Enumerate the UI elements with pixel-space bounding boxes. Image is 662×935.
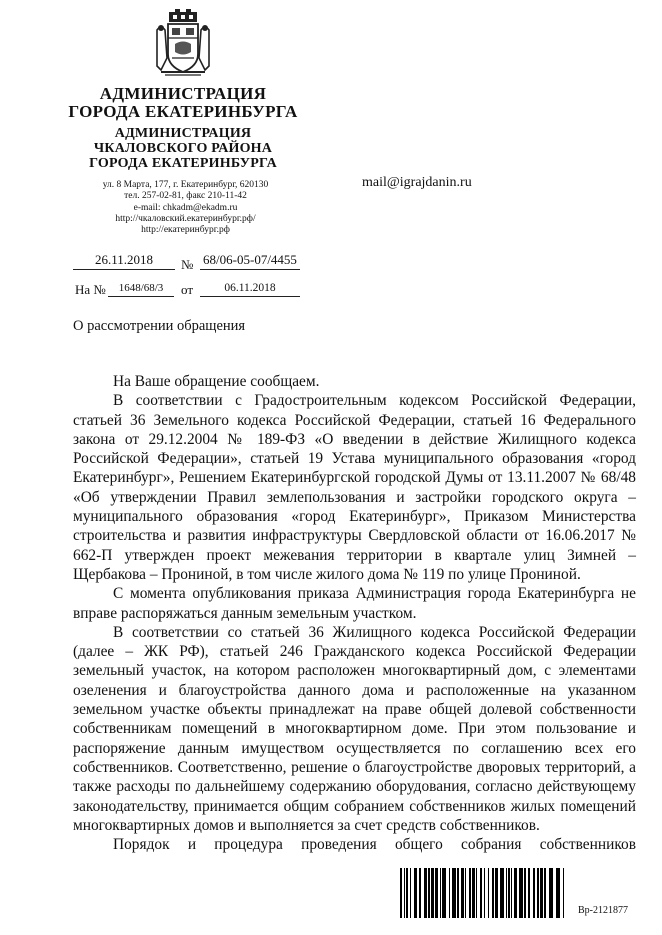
number-sign: № <box>181 257 194 272</box>
incoming-date: 06.11.2018 <box>200 282 300 297</box>
body-paragraph: Порядок и процедура проведения общего собрания собственников <box>113 836 636 854</box>
body-paragraph: На Ваше обращение сообщаем. <box>113 373 320 390</box>
district-name-line2: ЧКАЛОВСКОГО РАЙОНА <box>93 141 273 156</box>
body-paragraph: В соответствии со статьей 36 Жилищного кодекса Российской Федерации (далее – ЖК РФ), статьей 246 Гражданского кодекса Российской Федерации земельный участок, на котором расположен многоквартирный дом, с элементами озеленения и благоустройства данного дома и расположенные на указанном земельном участке объекты принадлежат на праве общей долевой собственности собственникам помещений в многоквартирном доме. При этом пользование и распоряжение данным имуществом осуществляется по соглашению всех его собственников. Соответственно, решение о благоустройстве дворовых территорий, а также расходы по дальнейшему содержанию оборудования, согласно действующему законодательству, принимается общим собранием собственников жилых помещений многоквартирных домов и выполняется за счет средств собственников. <box>73 623 636 834</box>
contact-block <box>78 180 293 236</box>
website-city: http://екатеринбург.рф <box>141 225 230 236</box>
incoming-prefix: На № <box>75 282 106 297</box>
city-coat-of-arms-icon <box>155 8 211 78</box>
district-name-line3: ГОРОДА ЕКАТЕРИНБУРГА <box>89 156 277 171</box>
body-paragraph: С момента опубликования приказа Администрация города Екатеринбурга не вправе распоряжаться данным земельным участком. <box>73 585 636 622</box>
barcode-icon <box>398 868 566 918</box>
recipient-email: mail@igrajdanin.ru <box>362 175 472 190</box>
organization-name-line1: АДМИНИСТРАЦИЯ <box>99 84 267 103</box>
address: ул. 8 Марта, 177, г. Екатеринбург, 620130 <box>102 180 269 190</box>
barcode-number: Вр-2121877 <box>578 905 628 916</box>
website-district: http://чкаловский.екатеринбург.рф/ <box>115 213 256 224</box>
letter-body <box>73 372 636 854</box>
incoming-number: 1648/68/3 <box>108 282 174 297</box>
body-paragraph: В соответствии с Градостроительным кодексом Российской Федерации, статьей 36 Земельного кодекса Российской Федерации, статьей 16 Федерального закона от 29.12.2004 № 189-ФЗ «О введении в действие Жилищного кодекса Российской Федерации», статьей 19 Устава муниципального образования «город Екатеринбург», Решением Екатеринбургской городской Думы от 13.11.2007 № 68/48 «Об утверждении Правил землепользования и застройки городского округа – муниципального образования «город Екатеринбург», Приказом Министерства строительства и развития инфраструктуры Свердловской области от 16.06.2017 № 662-П утвержден проект межевания территории в квартале улиц Зимней – Щербакова – Прониной, в том числе жилого дома № 119 по улице Прониной. <box>73 392 636 583</box>
organization-name <box>58 85 308 121</box>
from-label: от <box>181 282 194 297</box>
district-name-line1: АДМИНИСТРАЦИЯ <box>114 126 252 141</box>
subject: О рассмотрении обращения <box>73 318 246 334</box>
district-administration-name <box>58 126 308 171</box>
phone-fax: тел. 257-02-81, факс 210-11-42 <box>124 191 247 202</box>
outgoing-date: 26.11.2018 <box>73 252 175 270</box>
organization-name-line2: ГОРОДА ЕКАТЕРИНБУРГА <box>68 102 298 121</box>
outgoing-number: 68/06-05-07/4455 <box>200 252 300 270</box>
email: e-mail: chkadm@ekadm.ru <box>133 202 238 213</box>
